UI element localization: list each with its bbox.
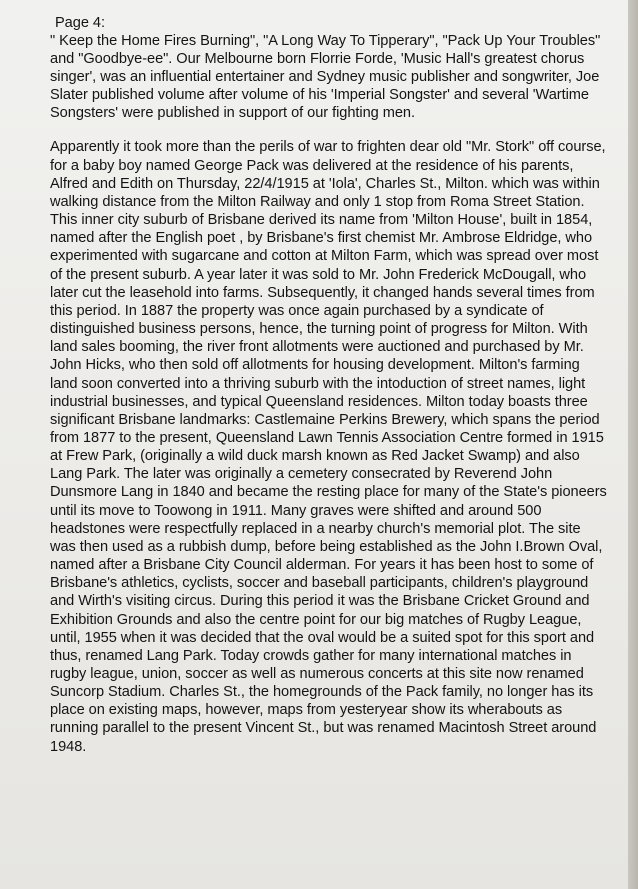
page-label: Page 4: [55, 15, 105, 31]
paragraph-milton-history: Apparently it took more than the perils of war to frighten dear old "Mr. Stork" off course, for a baby boy named George Pack was delivered at the residence of his parents, Alfred and Edith on Thursday, 22/4/1915 at 'Iola', Charles St., Milton. which was within walking distance from the Milton Railway and only 1 stop from Roma Street Station. This inner city suburb of Brisbane derived its name from 'Milton House', built in 1854, named after the English poet , by Brisbane's first chemist Mr. Ambrose Eldridge, who experimented with sugarcane and cotton at Milton Farm, which was spread over most of the present suburb. A year later it was sold to Mr. John Frederick McDougall, who later cut the leasehold into farms. Subsequently, it changed hands several times from this period. In 1887 the property was once again purchased by a syndicate of distinguished business persons, hence, the turning point of progress for Milton. With land sales booming, the river front allotments were auctioned and purchased by Mr. John Hicks, who then sold off allotments for housing development. Milton's farming land soon converted into a thriving suburb with the intoduction of street names, light industrial businesses, and typical Queensland residences. Milton today boasts three significant Brisbane landmarks: Castlemaine Perkins Brewery, which spans the period from 1877 to the present, Queensland Lawn Tennis Association Centre formed in 1915 at Frew Park, (originally a wild duck marsh known as Red Jacket Swamp) and also Lang Park. The later was originally a cemetery consecrated by Reverend John Dunsmore Lang in 1840 and became the resting place for many of the State's pioneers until its move to Toowong in 1911. Many graves were shifted and around 500 headstones were respectfully replaced in a nearby church's memorial plot. The site was then used as a rubbish dump, before being established as the John I.Brown Oval, named after a Brisbane City Council alderman. For years it has been host to some of Brisbane's athletics, cyclists, soccer and baseball participants, children's playground and Wirth's visiting circus. During this period it was the Brisbane Cricket Ground and Exhibition Grounds and also the centre point for our big matches of Rugby League, until, 1955 when it was decided that the oval would be a suited spot for this sport and thus, renamed Lang Park. Today crowds gather for many international matches in rugby league, union, soccer as well as numerous concerts at this site now renamed Suncorp Stadium. Charles St., the homegrounds of the Pack family, no longer has its place on existing maps, however, maps from yesteryear show its wherabouts as running parallel to the present Vincent St., but was renamed Macintosh Street around 1948. [50, 139, 607, 755]
page-edge [628, 0, 638, 889]
document-body [50, 14, 610, 756]
paragraph-songs: " Keep the Home Fires Burning", "A Long Way To Tipperary", "Pack Up Your Troubles" and "Goodbye-ee". Our Melbourne born Florrie Forde, 'Music Hall's greatest chorus singer', was an influential entertainer and Sydney music publisher and songwriter, Joe Slater published volume after volume of his 'Imperial Songster' and several 'Wartime Songsters' were published in support of our fighting men. [50, 33, 601, 122]
